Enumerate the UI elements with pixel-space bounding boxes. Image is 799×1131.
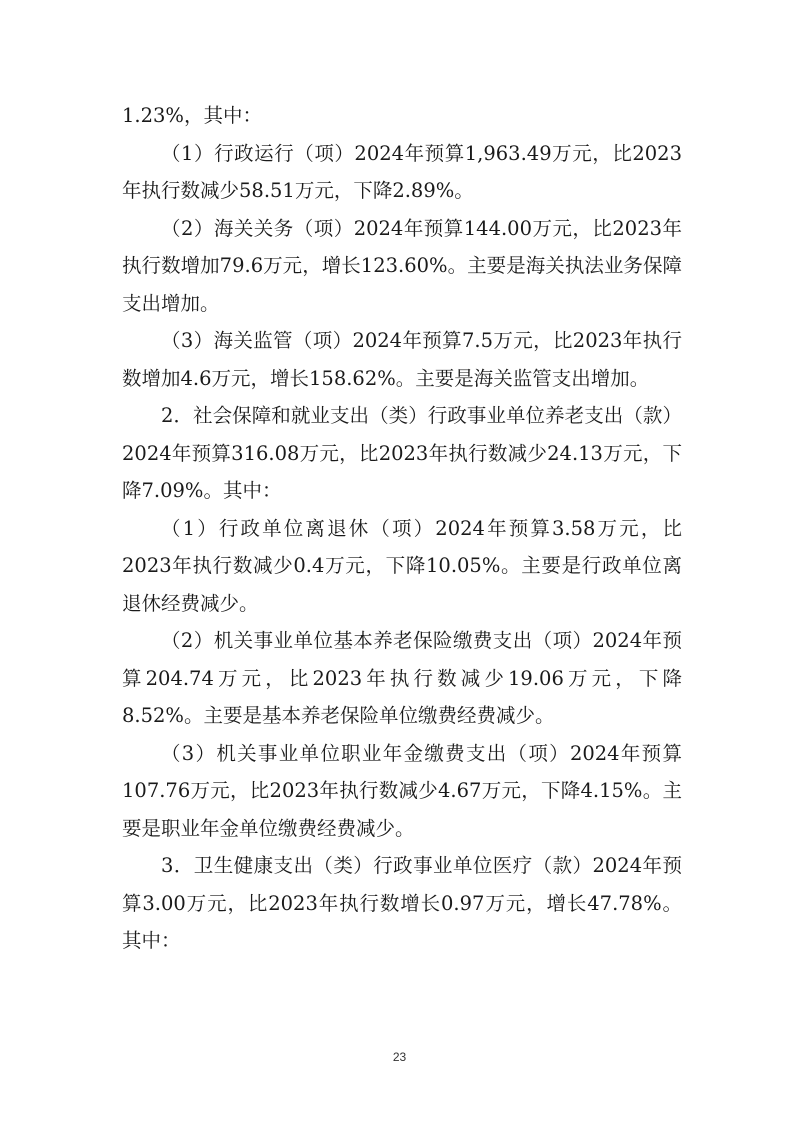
document-body <box>122 97 682 960</box>
paragraph-item-retirement: （1）行政单位离退休（项）2024年预算3.58万元，比2023年执行数减少0.4万元，下降10.05%。主要是行政单位离退休经费减少。 <box>122 516 682 615</box>
page-number: 23 <box>392 1050 407 1064</box>
paragraph-item-basic-pension: （2）机关事业单位基本养老保险缴费支出（项）2024年预算204.74万元，比2023年执行数减少19.06万元，下降8.52%。主要是基本养老保险单位缴费经费减少。 <box>122 629 682 727</box>
paragraph-item-administrative-operation: （1）行政运行（项）2024年预算1,963.49万元，比2023年执行数减少58.51万元，下降2.89%。 <box>122 141 682 202</box>
paragraph-continuation: 1.23%，其中： <box>122 104 262 127</box>
paragraph-item-customs-supervision: （3）海关监管（项）2024年预算7.5万元，比2023年执行数增加4.6万元，增长158.62%。主要是海关监管支出增加。 <box>122 329 682 390</box>
paragraph-section-health: 3．卫生健康支出（类）行政事业单位医疗（款）2024年预算3.00万元，比2023年执行数增长0.97万元，增长47.78%。其中： <box>122 854 682 952</box>
paragraph-section-social-security: 2．社会保障和就业支出（类）行政事业单位养老支出（款）2024年预算316.08万元，比2023年执行数减少24.13万元，下降7.09%。其中： <box>122 404 682 502</box>
paragraph-item-customs-affairs: （2）海关关务（项）2024年预算144.00万元，比2023年执行数增加79.6万元，增长123.60%。主要是海关执法业务保障支出增加。 <box>122 216 682 315</box>
paragraph-item-occupational-annuity: （3）机关事业单位职业年金缴费支出（项）2024年预算107.76万元，比2023年执行数减少4.67万元，下降4.15%。主要是职业年金单位缴费经费减少。 <box>122 741 682 840</box>
